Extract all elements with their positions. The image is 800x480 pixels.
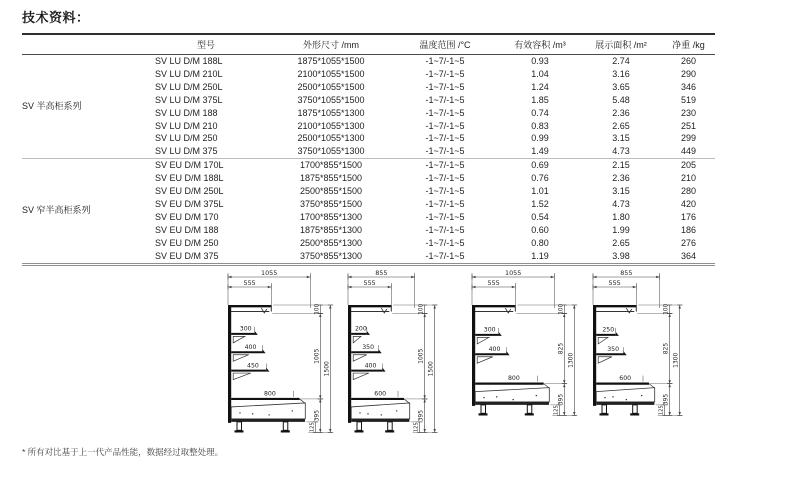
cell-vol: 1.24 [531,81,549,92]
column-header: 温度范围 /°C [390,34,500,55]
cell-area: 2.15 [580,159,662,172]
dim-label: 350 [362,344,375,352]
cell-area: 2.36 [612,107,630,118]
cell-area: 5.48 [612,94,630,105]
dim-label: 825 [662,342,670,355]
cell-model: SV LU D/M 250L [155,81,223,92]
dim-label: 125 [553,405,560,416]
cell-dims: 1875*855*1500 [299,173,363,184]
cell-dims: 1700*855*1300 [299,211,363,222]
cell-model: SV LU D/M 375 [155,146,218,157]
cell-model: SV EU D/M 250L [155,186,224,197]
cell-model: SV LU D/M 210L [155,68,223,79]
cell-temp: -1~7/-1~5 [425,120,465,131]
dim-label: 1300 [672,352,680,368]
cell-temp: -1~7/-1~5 [425,224,465,235]
dim-label: 395 [662,393,670,406]
cell-dims: 3750*1055*1300 [297,146,365,157]
cell-temp: -1~7/-1~5 [425,146,465,157]
dim-label: 100 [558,303,565,315]
dim-label: 400 [364,362,377,370]
dim-label: 300 [483,326,496,334]
table-row [22,55,715,68]
cell-vol: 0.60 [531,224,549,235]
cell-weight: 186 [680,224,697,235]
cell-temp: -1~7/-1~5 [425,56,465,66]
cell-temp: -1~7/-1~5 [425,237,465,248]
dim-label: 855 [375,269,388,277]
cell-vol: 1.85 [531,94,549,105]
dim-label: 1500 [323,361,331,377]
cell-dims: 2500*1055*1500 [297,81,365,92]
dim-label: 350 [607,346,620,354]
series-label: SV 半高柜系列 [22,101,82,112]
cell-model: SV EU D/M 375L [155,198,224,209]
dim-label: 800 [507,375,520,383]
spec-table [22,33,715,266]
cell-model: SV EU D/M 170L [140,159,272,172]
cell-weight: 176 [680,211,697,222]
cell-vol: 0.74 [531,107,549,118]
cell-vol: 0.93 [531,56,549,66]
cell-model: SV LU D/M 250 [155,133,218,144]
dim-label: 100 [418,303,425,315]
dim-label: 800 [263,390,276,398]
cell-area: 2.65 [612,237,630,248]
cell-vol: 1.04 [531,68,549,79]
cell-area: 3.16 [612,68,630,79]
cell-vol: 0.76 [531,173,549,184]
table-header-row [22,34,715,55]
dim-label: 250 [602,326,615,334]
dim-label: 1005 [417,348,425,364]
cell-weight: 364 [680,250,697,261]
dim-label: 1055 [505,269,522,277]
dim-label: 555 [487,278,500,287]
cell-model: SV EU D/M 375 [155,250,219,261]
cell-weight: 280 [680,186,697,197]
cell-model: SV LU D/M 188 [155,107,218,118]
cell-area: 3.15 [612,133,630,144]
cell-temp: -1~7/-1~5 [425,211,465,222]
cabinet-diagram [218,269,347,441]
cell-temp: -1~7/-1~5 [425,81,465,92]
column-header: 展示面积 /m² [580,34,662,55]
cell-area: 2.74 [612,56,630,66]
cell-dims: 2100*1055*1300 [297,120,365,131]
cell-weight: 251 [680,120,697,131]
dim-label: 200 [354,325,367,333]
dimension-diagrams [0,269,800,449]
cell-model: SV EU D/M 170 [155,211,219,222]
cell-model: SV LU D/M 375L [155,94,223,105]
cell-weight: 276 [680,237,697,248]
dim-label: 125 [658,405,665,416]
dim-label: 555 [363,278,376,287]
cell-vol: 0.54 [531,211,549,222]
dim-label: 855 [620,269,633,277]
cell-dims: 3750*855*1500 [299,198,363,209]
dim-label: 600 [374,390,387,398]
dim-label: 125 [413,422,420,433]
cell-weight: 230 [680,107,697,118]
cell-model: SV LU D/M 210 [155,120,218,131]
dim-label: 825 [557,342,565,355]
cell-area: 1.99 [612,224,630,235]
cell-model: SV EU D/M 188 [155,224,219,235]
cell-area: 4.73 [612,146,630,157]
cabinet-diagram [583,269,696,441]
cell-weight: 260 [680,56,697,66]
cell-weight: 210 [680,173,697,184]
cell-temp: -1~7/-1~5 [425,94,465,105]
cabinet-diagram [338,269,451,441]
cell-vol: 1.52 [531,198,549,209]
cell-vol: 0.99 [531,133,549,144]
dim-label: 450 [247,362,259,370]
cell-dims: 1875*1055*1300 [297,107,365,118]
cell-temp: -1~7/-1~5 [425,68,465,79]
dim-label: 395 [557,393,565,406]
cell-weight: 205 [662,159,715,172]
dim-label: 400 [488,346,501,354]
cell-model: SV LU D/M 188L [155,56,223,66]
cell-dims: 1875*1055*1500 [297,56,365,66]
series-label: SV 窄半高柜系列 [22,159,140,264]
cabinet-diagram [462,269,591,441]
cell-vol: 0.80 [531,237,549,248]
cell-vol: 1.01 [531,186,549,197]
dim-label: 1300 [567,352,575,368]
series-header-blank [22,34,140,55]
cell-temp: -1~7/-1~5 [425,250,465,261]
dim-label: 100 [314,303,321,315]
cell-model: SV EU D/M 188L [155,173,224,184]
cell-dims: 2500*855*1500 [299,186,363,197]
dim-label: 555 [608,278,621,287]
cell-weight: 346 [680,81,697,92]
cell-area: 2.65 [612,120,630,131]
column-header: 型号 [140,34,272,55]
cell-temp: -1~7/-1~5 [425,186,465,197]
dim-label: 395 [417,409,425,422]
dim-label: 1055 [261,269,278,277]
cell-area: 1.80 [612,211,630,222]
cell-weight: 420 [680,198,697,209]
page-title: 技术资料： [22,10,90,25]
cell-weight: 449 [680,146,697,157]
table-row [22,159,715,172]
cell-temp: -1~7/-1~5 [390,159,500,172]
column-header: 外形尺寸 /mm [272,34,390,55]
dim-label: 300 [239,325,252,333]
dim-label: 1500 [427,361,435,377]
cell-weight: 290 [680,68,697,79]
cell-area: 3.15 [612,186,630,197]
cell-vol: 0.83 [531,120,549,131]
cell-temp: -1~7/-1~5 [425,198,465,209]
cell-vol: 1.19 [531,250,549,261]
column-header: 有效容积 /m³ [500,34,580,55]
cell-dims: 2500*1055*1300 [297,133,365,144]
cell-dims: 3750*855*1300 [299,250,363,261]
dim-label: 400 [244,344,257,352]
cell-temp: -1~7/-1~5 [425,107,465,118]
cell-dims: 2500*855*1300 [299,237,363,248]
cell-area: 3.65 [612,81,630,92]
cell-model: SV EU D/M 250 [155,237,219,248]
cell-vol: 1.49 [531,146,549,157]
dim-label: 395 [313,409,321,422]
dim-label: 100 [663,303,670,315]
cell-temp: -1~7/-1~5 [425,173,465,184]
cell-weight: 519 [680,94,697,105]
cell-area: 2.36 [612,173,630,184]
cell-dims: 1875*855*1300 [299,224,363,235]
cell-weight: 299 [680,133,697,144]
dim-label: 600 [619,375,632,383]
cell-dims: 1700*855*1500 [272,159,390,172]
cell-dims: 3750*1055*1500 [297,94,365,105]
column-header: 净重 /kg [662,34,715,55]
dim-label: 555 [243,278,256,287]
dim-label: 125 [309,422,316,433]
cell-area: 3.98 [612,250,630,261]
dim-label: 1005 [313,348,321,364]
cell-temp: -1~7/-1~5 [425,133,465,144]
cell-dims: 2100*1055*1500 [297,68,365,79]
cell-vol: 0.69 [500,159,580,172]
footnote: * 所有对比基于上一代产品性能，数据经过取整处理。 [22,447,224,457]
cell-area: 4.73 [612,198,630,209]
